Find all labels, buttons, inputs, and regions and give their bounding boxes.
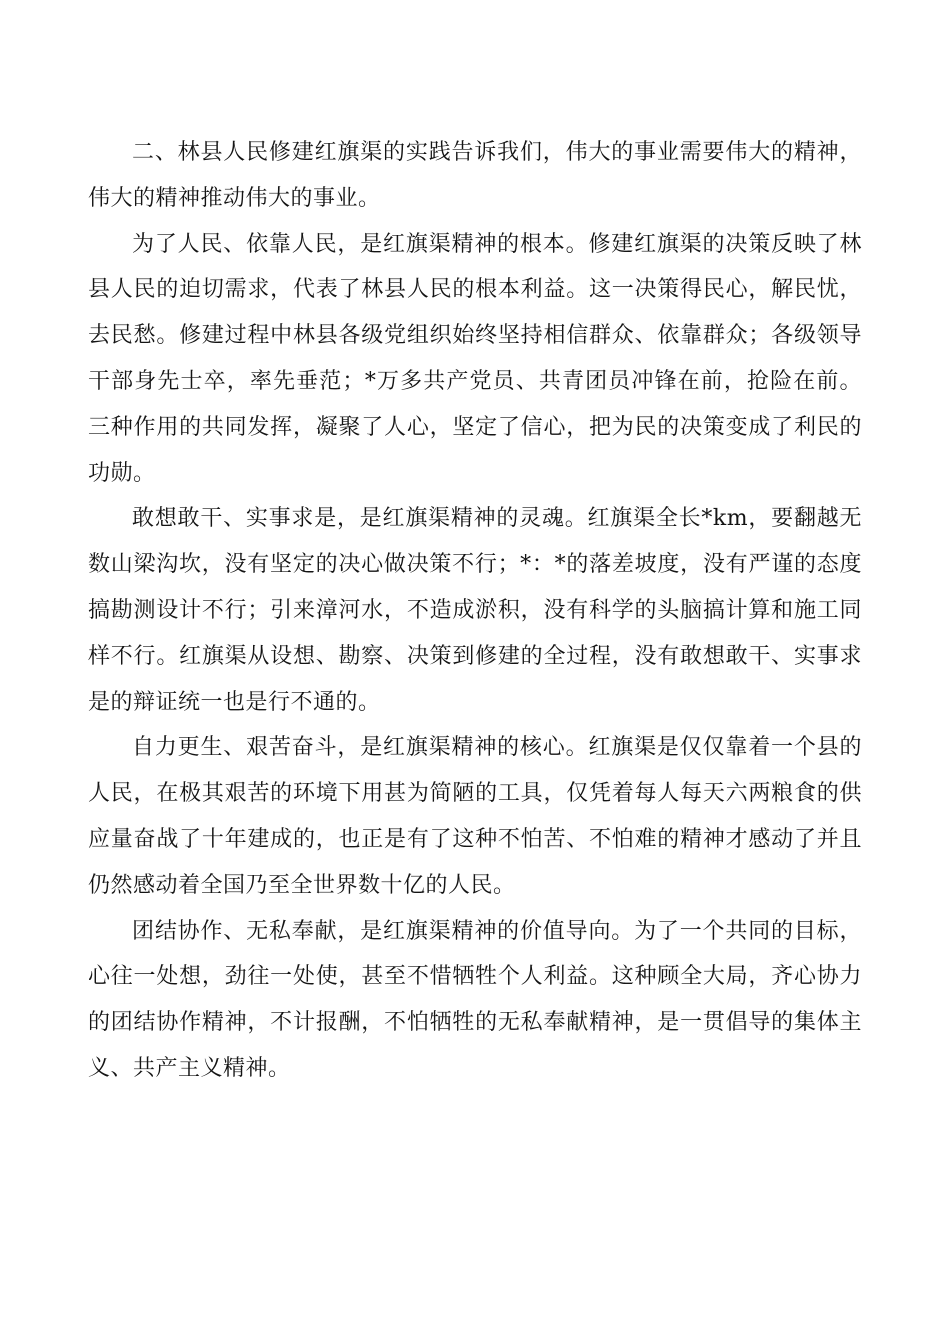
paragraph-values: 团结协作、无私奉献，是红旗渠精神的价值导向。为了一个共同的目标，心往一处想，劲往一处使，甚至不惜牺牲个人利益。这种顾全大局，齐心协力的团结协作精神，不计报酬，不怕牺牲的无私奉献精神，是一贯倡导的集体主义、共产主义精神。 bbox=[88, 918, 862, 1081]
document-body bbox=[88, 130, 862, 1092]
paragraph-soul: 敢想敢干、实事求是，是红旗渠精神的灵魂。红旗渠全长*km，要翻越无数山梁沟坎，没有坚定的决心做决策不行；*：*的落差坡度，没有严谨的态度搞勘测设计不行；引来漳河水，不造成淤积，没有科学的头脑搞计算和施工同样不行。红旗渠从设想、勘察、决策到修建的全过程，没有敢想敢干、实事求是的辩证统一也是行不通的。 bbox=[88, 506, 862, 715]
paragraph-core: 自力更生、艰苦奋斗，是红旗渠精神的核心。红旗渠是仅仅靠着一个县的人民，在极其艰苦的环境下用甚为简陋的工具，仅凭着每人每天六两粮食的供应量奋战了十年建成的，也正是有了这种不怕苦、不怕难的精神才感动了并且仍然感动着全国乃至全世界数十亿的人民。 bbox=[88, 735, 862, 898]
paragraph-people: 为了人民、依靠人民，是红旗渠精神的根本。修建红旗渠的决策反映了林县人民的迫切需求，代表了林县人民的根本利益。这一决策得民心，解民忧，去民愁。修建过程中林县各级党组织始终坚持相信群众、依靠群众；各级领导干部身先士卒，率先垂范；*万多共产党员、共青团员冲锋在前，抢险在前。三种作用的共同发挥，凝聚了人心，坚定了信心，把为民的决策变成了利民的功勋。 bbox=[88, 231, 862, 486]
paragraph-section-heading: 二、林县人民修建红旗渠的实践告诉我们，伟大的事业需要伟大的精神，伟大的精神推动伟大的事业。 bbox=[88, 140, 862, 211]
